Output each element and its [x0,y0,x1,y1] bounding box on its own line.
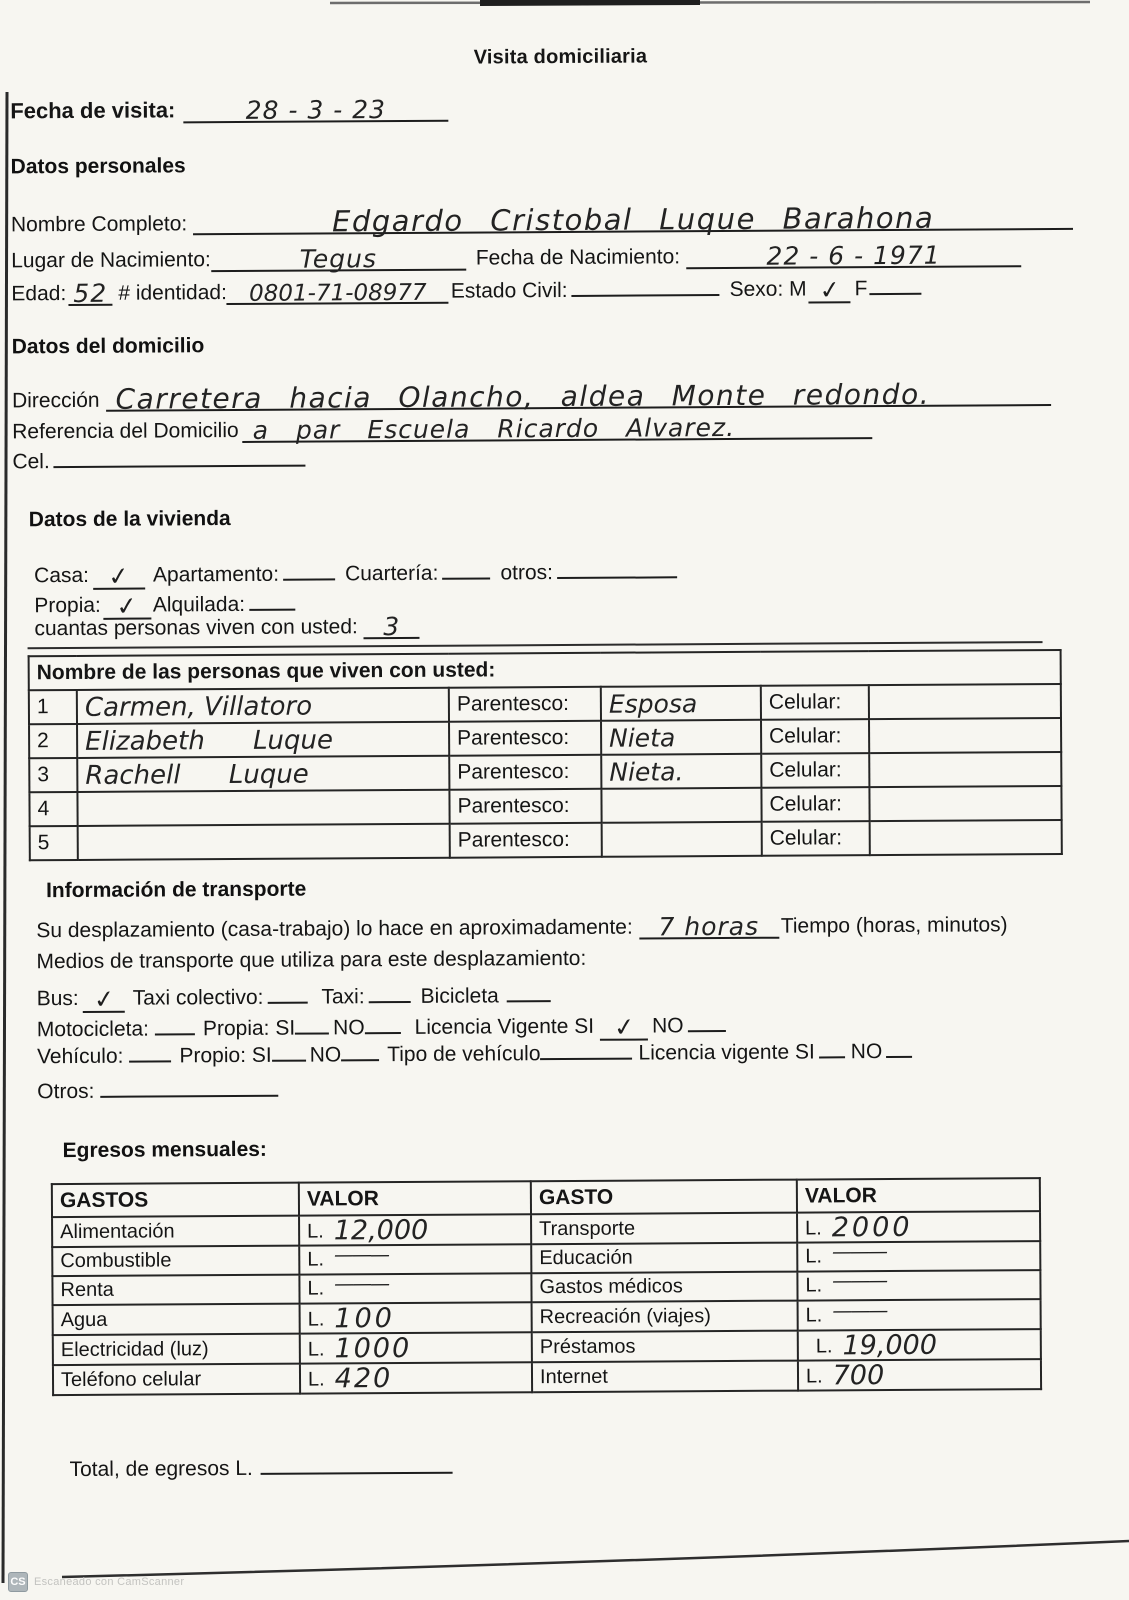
otros-vivienda-label: otros: [500,561,554,585]
total-egresos-blank [261,1462,453,1475]
domicilio-heading: Datos del domicilio [11,334,205,359]
gasto-izq: Teléfono celular [53,1364,300,1396]
parentesco-label: Parentesco: [450,823,602,858]
fecha-nacimiento-value: 22 - 6 - 1971 [766,240,941,271]
otros-vivienda-blank [557,566,677,579]
row-number: 5 [30,826,78,860]
currency-label: L. [307,1308,325,1331]
licencia-si-blank [600,1009,648,1043]
referencia-line [12,414,873,444]
gasto-der: Internet [532,1361,798,1393]
taxi-colectivo-blank [267,992,307,1004]
col-header-valor-der: VALOR [797,1178,1040,1212]
parentesco-value [602,822,762,857]
persona-nombre: Rachell Luque [85,759,309,791]
desplazamiento-line [36,912,1007,943]
row-number: 4 [29,792,77,826]
referencia-label: Referencia del Domicilio [12,418,239,444]
table-row [53,1359,1041,1395]
otros-transporte-label: Otros: [37,1079,95,1104]
sexo-m-blank [809,272,851,306]
row-number: 1 [29,690,77,724]
desplazamiento-value: 7 horas [658,911,760,942]
currency-label: L. [307,1368,325,1391]
parentesco-label: Parentesco: [449,755,601,790]
vehiculo-line [37,1040,912,1069]
moto-propia-si-blank [295,1022,329,1034]
sexo-m-label: Sexo: M [729,277,807,301]
gasto-der: Educación [531,1243,797,1274]
taxi-blank [369,991,411,1003]
propia-checkmark: ✓ [114,590,139,622]
celular-label: Celular: [762,821,870,856]
celular-label: Celular: [761,753,869,788]
moto-propia-label: Propia: SI [202,1016,296,1041]
celular-value [869,752,1061,787]
gasto-izq: Alimentación [52,1216,299,1248]
desplazamiento-blank [639,911,779,942]
fecha-nacimiento-blank [686,242,1021,269]
referencia-value: a par Escuela Ricardo Alvarez. [252,412,736,445]
currency-label: L. [307,1277,325,1300]
desplazamiento-label: Su desplazamiento (casa-trabajo) lo hace en aproximadamente: [36,915,633,943]
otros-transporte-blank [100,1085,278,1098]
valor-izq: ——— [334,1271,389,1296]
parentesco-label: Parentesco: [449,687,601,722]
motocicleta-label: Motocicleta: [36,1017,149,1042]
direccion-line [11,377,1051,416]
valor-der: 2000 [831,1211,913,1244]
identidad-value: 0801-71-08977 [248,279,427,307]
licencia2-si-blank [819,1046,845,1058]
taxi-colectivo-label: Taxi colectivo: [132,985,264,1010]
gasto-izq: Electricidad (luz) [53,1334,300,1366]
parentesco-value: Nieta. [609,756,684,787]
personales-heading: Datos personales [10,154,186,179]
celular-label: Celular: [761,787,869,822]
celular-value [869,718,1061,753]
camscanner-icon: CS [8,1572,28,1592]
bus-checkmark: ✓ [91,983,116,1015]
medios-line [36,947,586,974]
bus-line [37,979,551,1013]
direccion-label: Dirección [11,388,100,413]
bus-blank [83,982,125,1013]
table-row [30,820,1062,860]
sexo-f-blank [869,283,921,295]
bicicleta-label: Bicicleta [420,984,499,1008]
licencia-no-label: NO [651,1014,684,1038]
bicicleta-blank [507,990,551,1002]
persona-nombre [77,790,449,826]
cuantas-personas-label: cuantas personas viven con usted: [34,615,358,641]
cuarteria-label: Cuartería: [344,561,439,586]
valor-der: 700 [832,1360,885,1392]
estado-civil-blank [572,284,720,297]
otros-transporte-line [37,1079,278,1104]
nombre-blank [193,200,1073,239]
tipo-vivienda-line [34,555,677,590]
apartamento-blank [283,568,335,580]
gasto-izq: Combustible [52,1246,299,1277]
table-row [53,1329,1041,1365]
parentesco-value: Nieta [609,722,676,753]
transporte-heading: Información de transporte [45,877,307,903]
licencia-vigente-label: Licencia Vigente SI [414,1014,595,1039]
edad-blank [68,278,112,308]
valor-izq: 12,000 [333,1214,429,1247]
celular-label: Celular: [761,685,869,720]
col-header-gasto: GASTO [531,1180,797,1215]
sexo-m-checkmark: ✓ [817,274,842,306]
sexo-f-label: F [854,277,868,301]
valor-izq: 100 [334,1303,395,1335]
gasto-der: Gastos médicos [531,1272,797,1303]
lugar-nacimiento-label: Lugar de Nacimiento: [11,248,211,273]
tiempo-label: Tiempo (horas, minutos) [780,913,1008,938]
tipo-vehiculo-label: Tipo de vehículo [387,1042,541,1067]
currency-label: L. [307,1248,325,1271]
currency-label: L. [805,1274,823,1297]
valor-der: 19,000 [842,1329,938,1362]
fecha-nacimiento-label: Fecha de Nacimiento: [475,245,681,270]
fecha-visita-label: Fecha de visita: [10,97,176,124]
cuarteria-blank [442,567,490,579]
edad-value: 52 [73,278,108,308]
valor-izq: 420 [334,1363,393,1395]
cuantas-personas-line [34,614,420,641]
gasto-der: Transporte [531,1213,797,1245]
alquilada-label: Alquilada: [152,592,246,617]
currency-label: L. [805,1303,823,1327]
lugar-nacimiento-value: Tegus [299,244,378,274]
vehiculo-no-blank [341,1049,379,1061]
nombre-line [11,202,1073,237]
valor-der: ——— [832,1297,887,1322]
persona-nombre [78,824,450,860]
celular-value [870,820,1062,855]
col-header-gastos: GASTOS [52,1183,299,1218]
vivienda-heading: Datos de la vivienda [28,507,231,532]
vehiculo-si-blank [272,1050,306,1062]
total-egresos-label: Total, de egresos L. [69,1456,253,1482]
celular-value [869,786,1061,821]
motocicleta-blank [155,1023,195,1035]
parentesco-value [601,788,761,823]
currency-label: L. [307,1338,325,1361]
fecha-visita-blank [183,97,448,123]
nombre-value: Edgardo Cristobal Luque Barahona [332,200,935,239]
edad-label: Edad: [11,282,67,306]
taxi-label: Taxi: [321,985,365,1009]
valor-der: ——— [832,1268,887,1293]
camscanner-text: Escaneado con CamScanner [34,1576,185,1588]
licencia2-label: Licencia vigente SI [638,1040,815,1065]
valor-der: ——— [831,1239,887,1264]
cel-label: Cel. [12,450,50,474]
cuantas-personas-blank [364,612,420,642]
referencia-blank [243,412,873,445]
valor-izq: ——— [333,1242,389,1267]
currency-label: L. [805,1365,823,1388]
propia-label: Propia: [34,593,101,618]
licencia-checkmark: ✓ [612,1011,637,1043]
direccion-value: Carretera hacia Olancho, aldea Monte redondo. [115,377,931,416]
fecha-visita-line [10,96,448,125]
licencia2-no-label: NO [850,1040,883,1064]
vehiculo-label: Vehículo: [36,1044,124,1069]
motocicleta-line [37,1009,726,1044]
table-top-rule [28,641,1043,649]
gasto-izq: Renta [52,1275,299,1306]
cel-line [12,449,306,475]
parentesco-label: Parentesco: [449,721,601,756]
persona-nombre: Carmen, Villatoro [84,691,313,723]
cel-blank [54,455,306,469]
total-egresos-line [69,1456,452,1482]
col-header-valor-izq: VALOR [299,1181,531,1215]
camscanner-watermark [8,1572,184,1592]
valor-izq: 1000 [334,1332,412,1365]
direccion-blank [105,377,1050,416]
egresos-table [51,1177,1042,1396]
gasto-der: Recreación (viajes) [532,1301,798,1333]
celular-label: Celular: [761,719,869,754]
moto-no-label: NO [333,1016,365,1040]
vehiculo-blank [129,1050,171,1062]
bus-label: Bus: [36,986,79,1011]
casa-blank [93,559,145,590]
lugar-nacimiento-blank [211,246,466,272]
parentesco-value: Esposa [608,688,698,719]
nacimiento-line [11,242,1021,273]
vehiculo-no-label: NO [309,1043,342,1067]
personas-table [28,649,1063,861]
identidad-label: # identidad: [118,281,227,305]
row-number: 2 [29,724,77,758]
persona-nombre: Elizabeth Luque [85,724,334,757]
licencia2-no-blank [886,1046,912,1058]
currency-label: L. [805,1245,823,1268]
celular-value [869,684,1061,719]
casa-checkmark: ✓ [106,560,131,592]
tipo-vehiculo-blank [540,1048,632,1061]
identidad-blank [227,281,449,305]
row-number: 3 [29,758,77,792]
parentesco-label: Parentesco: [449,789,601,824]
alquilada-blank [249,599,295,611]
vehiculo-propio-label: Propio: SI [179,1043,272,1068]
apartamento-label: Apartamento: [152,562,280,587]
estado-civil-label: Estado Civil: [450,278,568,303]
gasto-der: Préstamos [532,1331,798,1363]
fecha-visita-value: 28 - 3 - 23 [245,95,387,125]
currency-label: L. [815,1335,833,1358]
egresos-heading: Egresos mensuales: [62,1137,267,1163]
page-title: Visita domiciliaria [473,45,648,69]
edad-identidad-line [11,272,921,309]
casa-label: Casa: [34,563,90,588]
nombre-label: Nombre Completo: [10,212,188,237]
personas-table-title: Nombre de las personas que viven con usted: [29,650,1061,690]
gasto-izq: Agua [53,1304,300,1336]
licencia-no-blank [688,1020,726,1032]
currency-label: L. [307,1220,324,1243]
moto-no-blank [365,1022,401,1034]
cuantas-personas-value: 3 [383,612,401,642]
currency-label: L. [805,1217,822,1240]
table-row [52,1211,1040,1247]
medios-label: Medios de transporte que utiliza para este desplazamiento: [36,946,587,974]
